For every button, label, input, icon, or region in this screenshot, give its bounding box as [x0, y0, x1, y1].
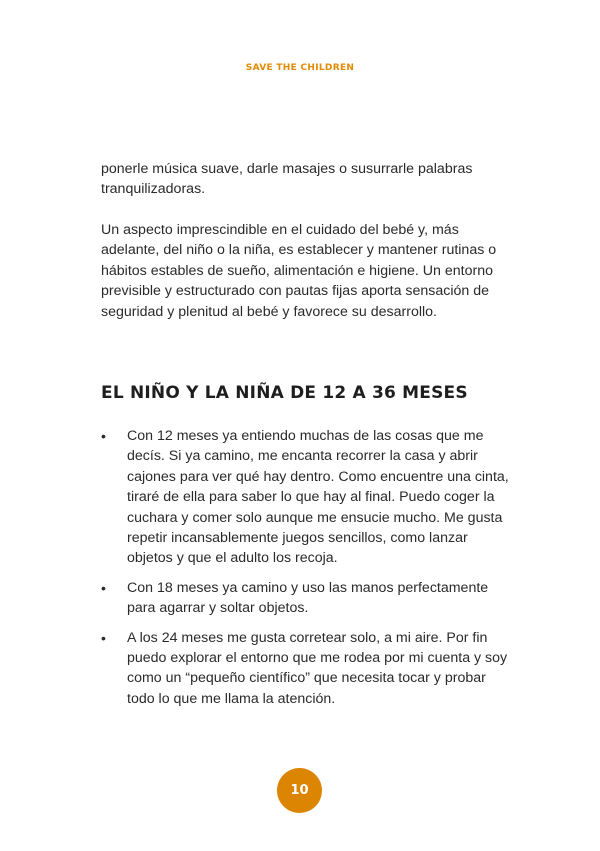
list-item-text: A los 24 meses me gusta corretear solo, a mi aire. Por fin puedo explorar el entorno que me rodea por mi cuenta y soy como un “pequeño científico” que necesita tocar y probar todo lo que me llama la atención. — [127, 629, 508, 707]
list-item-text: Con 18 meses ya camino y uso las manos perfectamente para agarrar y soltar objetos. — [127, 579, 489, 617]
page-number: 10 — [290, 783, 309, 798]
list-item — [101, 426, 511, 569]
bullet-list — [101, 426, 511, 718]
list-item-text: Con 12 meses ya entiendo muchas de las cosas que me decís. Si ya camino, me encanta recorrer la casa y abrir cajones para ver qué hay dentro. Como encuentre una cinta, tiraré de ella para saber lo que hay al final. Puedo coger la cuchara y comer solo aunque me ensucie mucho. Me gusta repetir incansablemente juegos sencillos, como lanzar objetos y que el adulto los recoja. — [127, 428, 509, 567]
running-header: SAVE THE CHILDREN — [245, 63, 355, 73]
list-item — [101, 628, 511, 710]
section-title: EL NIÑO Y LA NIÑA DE 12 A 36 MESES — [101, 383, 468, 403]
bullet-icon: • — [101, 428, 106, 444]
list-item — [101, 578, 511, 619]
bullet-icon: • — [101, 629, 106, 646]
page-number-badge — [277, 768, 322, 813]
bullet-icon: • — [101, 579, 106, 596]
paragraph: Un aspecto imprescindible en el cuidado del bebé y, más adelante, del niño o la niña, es establecer y mantener rutinas o hábitos estables de sueño, alimentación e higiene. Un entorno previsible y estructurado con pautas fijas aporta sensación de seguridad y plenitud al bebé y favorece su desarrollo. — [101, 222, 497, 320]
paragraph: ponerle música suave, darle masajes o susurrarle palabras tranquilizadoras. — [101, 161, 473, 198]
